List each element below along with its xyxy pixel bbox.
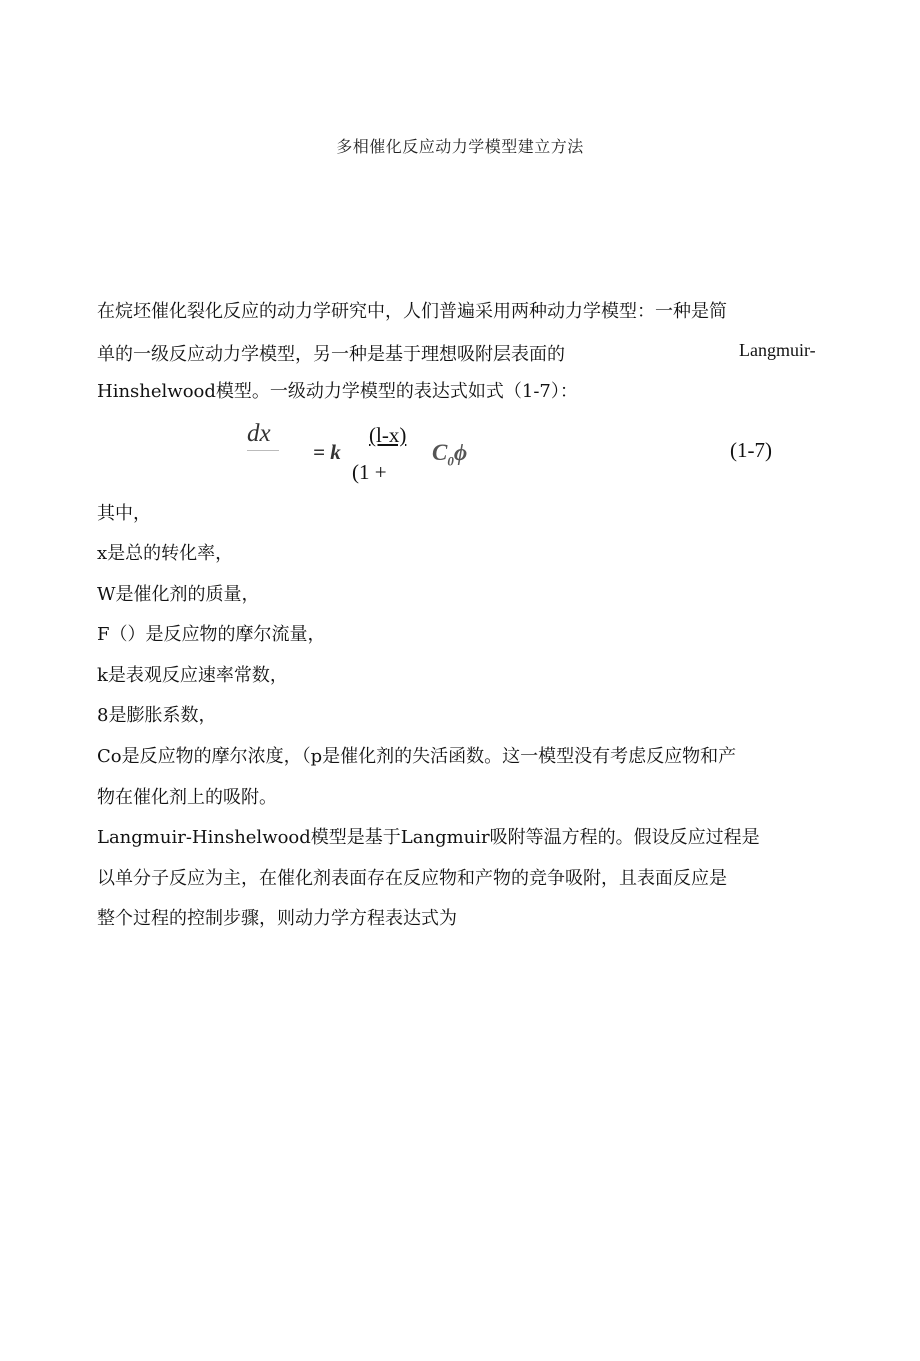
document-title: 多相催化反应动力学模型建立方法 bbox=[336, 137, 584, 156]
definition-w: W是催化剂的质量， bbox=[97, 584, 260, 605]
lh-line-3: 整个过程的控制步骤，则动力学方程表达式为 bbox=[97, 908, 457, 929]
definition-f: F（）是反应物的摩尔流量， bbox=[97, 624, 326, 645]
equation-phi: ϕ bbox=[453, 440, 468, 465]
definition-co-cont: 物在催化剂上的吸附。 bbox=[97, 787, 277, 808]
intro-line-3: Hinshelwood模型。一级动力学模型的表达式如式（1-7）： bbox=[97, 381, 578, 402]
definition-intro: 其中， bbox=[97, 503, 151, 524]
equation-factor-subscript: 0 bbox=[447, 453, 454, 469]
lh-line-2: 以单分子反应为主，在催化剂表面存在反应物和产物的竞争吸附，且表面反应是 bbox=[97, 868, 727, 889]
equation-equals-k: = k bbox=[313, 440, 341, 464]
equation-number: (1-7) bbox=[730, 438, 772, 462]
definition-x: x是总的转化率， bbox=[97, 543, 234, 564]
definition-co: Co是反应物的摩尔浓度，（p是催化剂的失活函数。这一模型没有考虑反应物和产 bbox=[97, 746, 737, 767]
equation-numerator: (l-x) bbox=[369, 423, 407, 447]
definition-k: k是表观反应速率常数， bbox=[97, 665, 288, 686]
equation-fraction-rule bbox=[247, 450, 279, 451]
lh-line-1: Langmuir-Hinshelwood模型是基于Langmuir吸附等温方程的。假设反应过程是 bbox=[97, 827, 760, 848]
equation-factor-c: C bbox=[432, 440, 448, 465]
equation-factor bbox=[432, 440, 467, 470]
intro-line-2-term: Langmuir- bbox=[739, 340, 816, 360]
intro-line-1: 在烷坯催化裂化反应的动力学研究中，人们普遍采用两种动力学模型：一种是简 bbox=[97, 301, 727, 322]
equation-denominator: (1 + bbox=[352, 460, 387, 484]
intro-line-2: 单的一级反应动力学模型，另一种是基于理想吸附层表面的 bbox=[97, 344, 565, 365]
equation-lhs: dx bbox=[247, 420, 271, 447]
definition-expansion: 8是膨胀系数， bbox=[97, 705, 217, 726]
